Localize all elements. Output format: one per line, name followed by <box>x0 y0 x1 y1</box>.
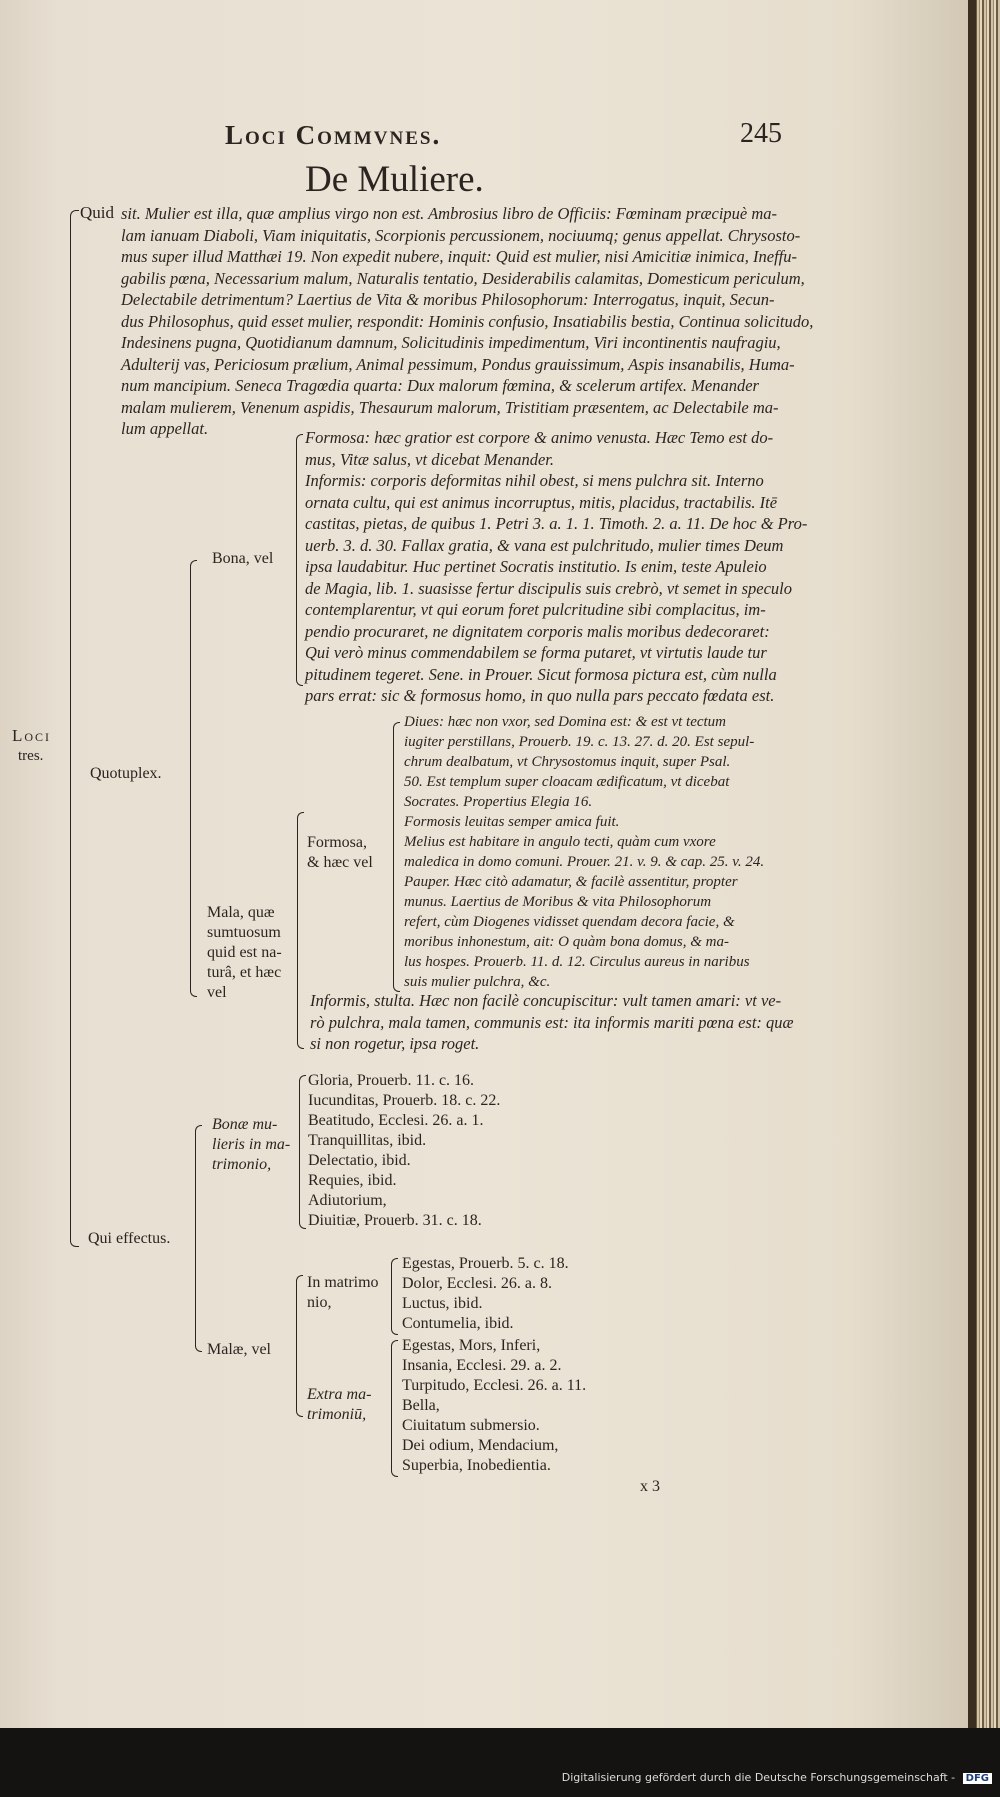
quotuplex-label: Quotuplex. <box>90 765 162 782</box>
text-line: castitas, pietas, de quibus 1. Petri 3. a. 1. 1. Timoth. 2. a. 11. De hoc & Pro- <box>305 514 808 533</box>
mala-brace <box>297 812 304 1049</box>
label-line: turâ, et hæc <box>207 964 282 981</box>
dfg-logo: DFG <box>963 1773 992 1784</box>
mala-informis-text <box>310 990 800 1055</box>
list-item: Diuitiæ, Prouerb. 31. c. 18. <box>308 1212 482 1229</box>
qui-label: Qui effectus. <box>88 1230 171 1247</box>
text-line: lus hospes. Prouerb. 11. d. 12. Circulus aureus in naribus <box>404 954 750 970</box>
text-line: refert, cùm Diogenes vidisset quendam decora facie, & <box>404 914 735 930</box>
malae-label: Malæ, vel <box>207 1341 271 1358</box>
text-line: rò pulchra, mala tamen, communis est: ita informis mariti pœna est: quæ <box>310 1012 794 1032</box>
funding-credit-text: Digitalisierung gefördert durch die Deutsche Forschungsgemeinschaft - <box>561 1771 956 1784</box>
text-line: munus. Laertius de Moribus & vita Philosophorum <box>404 894 712 910</box>
page-title: De Muliere. <box>305 159 484 200</box>
text-line: contemplarentur, vt qui eorum foret pulcritudine sibi complacitus, im- <box>305 600 766 619</box>
text-line: Socrates. Propertius Elegia 16. <box>404 794 593 810</box>
list-item: Delectatio, ibid. <box>308 1152 411 1169</box>
text-line: Delectabile detrimentum? Laertius de Vita & moribus Philosophorum: Interrogatus, inquit, Secun- <box>121 290 775 309</box>
mala-formosa-label <box>307 833 373 873</box>
text-line: malam mulierem, Venenum aspidis, Thesaurum malorum, Tristitiam præsentem, ac Delectabile ma- <box>121 397 779 417</box>
label-line: trimoniū, <box>307 1406 367 1423</box>
text-line: de Magia, lib. 1. suasisse fertur discipulis suis crebrò, vt semet in speculo <box>305 578 793 598</box>
book-edge <box>968 0 1000 1728</box>
list-item: Dolor, Ecclesi. 26. a. 8. <box>402 1275 552 1292</box>
text-line: suis mulier pulchra, &c. <box>404 974 551 990</box>
list-item: Bella, <box>402 1397 440 1414</box>
text-line: Adulterij vas, Periciosum prælium, Animal pessimum, Pondus grauissimum, Aspis insanabilis, Huma- <box>121 354 795 374</box>
bona-label: Bona, vel <box>212 550 274 567</box>
text-line: Informis: corporis deformitas nihil obest, si mens pulchra sit. Interno <box>305 471 764 490</box>
in-matrimonio-list <box>402 1254 569 1334</box>
label-line: Bonæ mu- <box>212 1116 278 1133</box>
mala-label <box>207 903 282 1003</box>
text-line: Diues: hæc non vxor, sed Domina est: & est vt tectum <box>404 714 727 730</box>
text-line: Melius est habitare in angulo tecti, quàm cum vxore <box>404 834 716 850</box>
list-item: Superbia, Inobedientia. <box>402 1457 551 1474</box>
funding-credit <box>562 1771 992 1784</box>
list-item: Luctus, ibid. <box>402 1295 483 1312</box>
bonae-brace <box>299 1075 306 1229</box>
text-line: 50. Est templum super cloacam ædificatum, vt dicebat <box>404 774 730 790</box>
page-number: 245 <box>740 118 782 149</box>
list-item: Contumelia, ibid. <box>402 1315 514 1332</box>
root-label-2: tres. <box>18 748 44 764</box>
label-line: trimonio, <box>212 1156 272 1173</box>
text-line: lam ianuam Diaboli, Viam iniquitatis, Scorpionis percussionem, nociuumq; genus appellat. Chrysosto- <box>121 225 801 245</box>
quid-text <box>121 203 814 440</box>
quotuplex-brace <box>190 560 197 997</box>
text-line: ipsa laudabitur. Huc pertinet Socratis institutio. Is enim, teste Apuleio <box>305 557 767 576</box>
list-item: Dei odium, Mendacium, <box>402 1437 559 1454</box>
label-line: Mala, quæ <box>207 904 275 921</box>
text-line: Indesinens pugna, Quotidianum damnum, Solicitudinis impedimentum, Viri incontinentis naufragiu, <box>121 333 781 352</box>
text-line: uerb. 3. d. 30. Fallax gratia, & vana est pulchritudo, mulier times Deum <box>305 535 784 555</box>
root-label: Loci <box>12 726 52 745</box>
in-matrimonio-brace <box>391 1258 398 1335</box>
text-line: si non rogetur, ipsa roget. <box>310 1034 480 1053</box>
footer-bar <box>0 1728 1000 1797</box>
list-item: Egestas, Mors, Inferi, <box>402 1337 541 1354</box>
label-line: In matrimo <box>307 1274 379 1291</box>
extra-matrimonium-label <box>307 1385 371 1425</box>
list-item: Insania, Ecclesi. 29. a. 2. <box>402 1357 562 1374</box>
text-line: Qui verò minus commendabilem se forma putaret, vt virtutis laude tur <box>305 643 767 662</box>
mala-formosa-brace <box>393 722 400 992</box>
label-line: sumtuosum <box>207 924 281 941</box>
text-line: mus super illud Matthæi 19. Non expedit nubere, inquit: Quid est mulier, nisi Amicitiæ inimica, Ineffu- <box>121 247 797 266</box>
text-line: mus, Vitæ salus, vt dicebat Menander. <box>305 449 554 469</box>
label-line: & hæc vel <box>307 854 373 871</box>
bonae-list <box>308 1071 500 1231</box>
text-line: iugiter perstillans, Prouerb. 19. c. 13. 27. d. 20. Est sepul- <box>404 734 755 750</box>
text-line: chrum dealbatum, vt Chrysostomus inquit, super Psal. <box>404 754 731 770</box>
text-line: dus Philosophus, quid esset mulier, respondit: Hominis confusio, Insatiabilis bestia, Continua solicitudo, <box>121 311 814 331</box>
bona-text <box>305 427 808 707</box>
root-brace <box>70 210 79 1247</box>
text-line: Pauper. Hæc citò adamatur, & facilè assentitur, propter <box>404 874 738 890</box>
extra-matrimonium-list <box>402 1336 586 1476</box>
text-line: num mancipium. Seneca Tragœdia quarta: Dux malorum fœmina, & scelerum artifex. Menander <box>121 376 759 395</box>
in-matrimonio-label <box>307 1273 379 1313</box>
malae-brace <box>296 1275 303 1417</box>
qui-brace <box>195 1125 202 1352</box>
signature-mark: x 3 <box>640 1478 660 1495</box>
bona-brace <box>296 434 303 686</box>
label-line: Formosa, <box>307 834 367 851</box>
list-item: Iucunditas, Prouerb. 18. c. 22. <box>308 1092 501 1109</box>
list-item: Ciuitatum submersio. <box>402 1417 540 1434</box>
text-line: gabilis pœna, Necessarium malum, Naturalis tentatio, Desiderabilis calamitas, Domesticum periculum, <box>121 268 805 288</box>
text-line: pitudinem tegeret. Sene. in Prouer. Sicut formosa pictura est, cùm nulla <box>305 664 777 684</box>
text-line: moribus inhonestum, ait: O quàm bona domus, & ma- <box>404 934 729 950</box>
label-line: nio, <box>307 1294 332 1311</box>
text-line: Formosis leuitas semper amica fuit. <box>404 814 620 830</box>
label-line: lieris in ma- <box>212 1136 291 1153</box>
text-line: sit. Mulier est illa, quæ amplius virgo non est. Ambrosius libro de Officiis: Fœminam præcipuè ma- <box>121 204 778 223</box>
label-line: vel <box>207 984 227 1001</box>
text-line: pendio procuraret, ne dignitatem corporis malis moribus dedecoraret: <box>305 621 770 641</box>
text-line: pars errat: sic & formosus homo, in quo nulla pars peccato fœdata est. <box>305 686 775 705</box>
list-item: Egestas, Prouerb. 5. c. 18. <box>402 1255 569 1272</box>
mala-formosa-text <box>404 712 794 992</box>
text-line: Informis, stulta. Hæc non facilè concupiscitur: vult tamen amari: vt ve- <box>310 991 782 1010</box>
text-line: ornata cultu, qui est animus incorruptus, mitis, placidus, tractabilis. Itē <box>305 492 778 512</box>
list-item: Gloria, Prouerb. 11. c. 16. <box>308 1072 475 1089</box>
quid-label: Quid <box>80 203 114 222</box>
list-item: Turpitudo, Ecclesi. 26. a. 11. <box>402 1377 587 1394</box>
bonae-label <box>212 1115 290 1175</box>
text-line: lum appellat. <box>121 419 209 438</box>
text-line: maledica in domo comuni. Prouer. 21. v. 9. & cap. 25. v. 24. <box>404 854 765 870</box>
extra-matrimonium-brace <box>391 1340 398 1477</box>
list-item: Requies, ibid. <box>308 1172 397 1189</box>
label-line: Extra ma- <box>307 1386 372 1403</box>
label-line: quid est na- <box>207 944 282 961</box>
list-item: Beatitudo, Ecclesi. 26. a. 1. <box>308 1112 484 1129</box>
list-item: Adiutorium, <box>308 1192 387 1209</box>
running-title: Loci Commvnes. <box>225 120 442 150</box>
text-line: Formosa: hæc gratior est corpore & animo venusta. Hæc Temo est do- <box>305 428 774 447</box>
list-item: Tranquillitas, ibid. <box>308 1132 427 1149</box>
